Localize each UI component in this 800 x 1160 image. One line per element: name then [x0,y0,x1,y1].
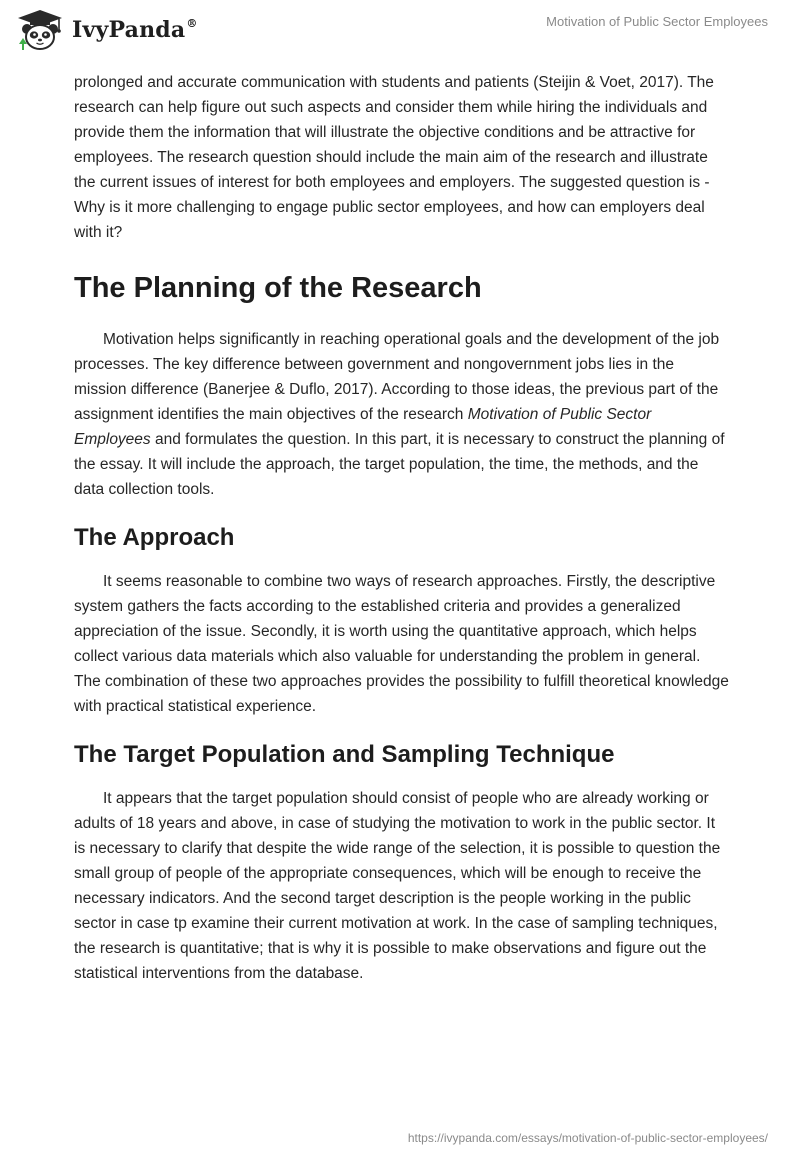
heading-approach: The Approach [74,524,235,551]
source-url[interactable]: https://ivypanda.com/essays/motivation-of-public-sector-employees/ [407,1131,768,1145]
paragraph-planning-part-a: Motivation helps significantly in reaching operational goals and the development of the job processes. The key difference between government and nongovernment jobs lies in the mission difference (Banerjee & Duflo, 2017). According to those ideas, the previous part of the assignment identifies the main objectives of the research [74,331,720,423]
heading-planning: The Planning of the Research [74,272,482,304]
paragraph-approach: It seems reasonable to combine two ways of research approaches. Firstly, the descriptive system gathers the facts according to the established criteria and provides a generalized appreciation of the issue. Secondly, it is worth using the quantitative approach, which helps collect various data materials which also valuable for understanding the problem in general. The combination of these two approaches provides the possibility to fulfill theoretical knowledge with practical statistical experience. [74,573,729,715]
brand-logo[interactable] [14,8,198,52]
essay-title-emphasis: Motivation of Public Sector Employees [74,406,652,448]
brand-name: IvyPanda® [72,17,198,43]
paragraph-intro-continued: prolonged and accurate communication with students and patients (Steijin & Voet, 2017). The research can help figure out such aspects and consider them while hiring the individuals and provide them the information that will illustrate the objective conditions and be attractive for employees. The research question should include the main aim of the research and illustrate the current issues of interest for both employees and employers. The suggested question is - Why is it more challenging to engage public sector employees, and how can employers deal with it? [74,74,714,241]
paragraph-planning [74,327,730,502]
document-title: Motivation of Public Sector Employees [546,14,768,29]
panda-graduate-icon [14,8,66,52]
page-header [0,0,800,70]
essay-content [74,70,730,986]
registered-mark: ® [186,17,198,30]
paragraph-target-population: It appears that the target population should consist of people who are already working or adults of 18 years and above, in case of studying the motivation to work in the public sector. It is necessary to clarify that despite the wide range of the selection, it is possible to question the small group of people of the appropriate consequences, which will be enough to receive the necessary indicators. And the second target description is the people working in the public sector in case tp examine their current motivation at work. In the case of sampling techniques, the research is quantitative; that is why it is possible to make observations and figure out the statistical interventions from the database. [74,790,721,982]
paragraph-planning-part-b: and formulates the question. In this part, it is necessary to construct the planning of the essay. It will include the approach, the target population, the time, the methods, and the data collection tools. [74,431,725,498]
heading-target-population: The Target Population and Sampling Technique [74,741,615,768]
